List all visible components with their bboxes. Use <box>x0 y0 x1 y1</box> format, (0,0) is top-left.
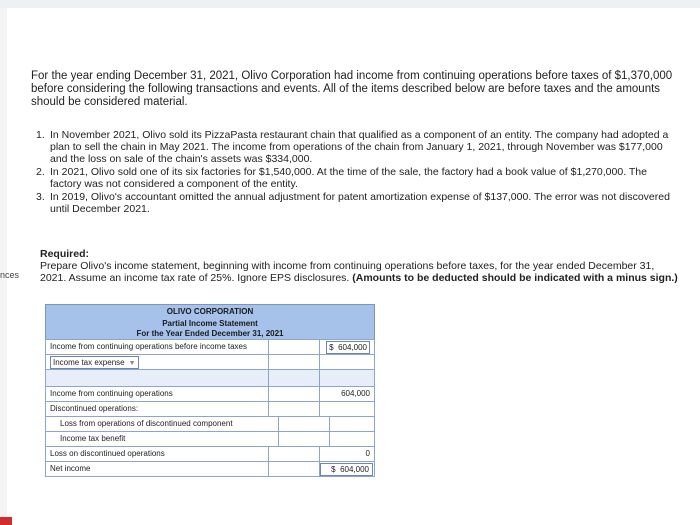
table-row <box>45 355 375 370</box>
table-row <box>45 402 375 417</box>
row-label[interactable]: Income from continuing operations before income taxes <box>46 340 269 354</box>
middle-cell[interactable] <box>269 387 320 401</box>
statement-header <box>45 304 375 339</box>
row-label[interactable]: Discontinued operations: <box>46 402 269 416</box>
row-label[interactable]: Income from continuing operations <box>46 387 269 401</box>
amount-cell[interactable] <box>330 432 374 446</box>
required-label: Required: <box>40 248 90 260</box>
middle-cell[interactable] <box>279 432 330 446</box>
table-row <box>45 370 375 387</box>
amount-cell[interactable]: 0 <box>365 449 370 458</box>
company-name: OLIVO CORPORATION <box>166 307 254 316</box>
amount-cell[interactable] <box>320 340 374 354</box>
amount-field[interactable]: $ 604,000 <box>326 341 370 354</box>
middle-cell[interactable] <box>269 447 320 461</box>
table-row <box>45 387 375 402</box>
statement-period: For the Year Ended December 31, 2021 <box>136 329 284 338</box>
row-label[interactable] <box>46 355 269 369</box>
row-label[interactable]: Loss from operations of discontinued component <box>46 417 279 431</box>
amount-cell[interactable] <box>320 402 374 416</box>
middle-cell[interactable] <box>269 462 320 476</box>
left-nav-edge <box>0 8 7 525</box>
chevron-down-icon: ▼ <box>128 360 136 367</box>
table-row <box>45 432 375 447</box>
label-dropdown[interactable]: Income tax expense ▼ <box>50 356 139 369</box>
list-item: 1. In November 2021, Olivo sold its PizzaPasta restaurant chain that qualified as a component of an entity. The company had adopted a plan to sell the chain in May 2021. The income from operations of the chain from January 1, 2021, through November was $177,000 and the loss on sale of the chain's assets was $334,000. <box>36 129 669 165</box>
sidebar-edge-label[interactable]: nces <box>0 270 20 280</box>
problem-intro: For the year ending December 31, 2021, Olivo Corporation had income from continuing operations before taxes of $1,370,000 before considering the following transactions and events. All of the items described below are before taxes and the amounts should be considered material. <box>31 70 673 108</box>
transaction-list <box>36 129 681 216</box>
statement-title: Partial Income Statement <box>162 319 258 328</box>
amount-cell[interactable] <box>330 417 374 431</box>
middle-cell[interactable] <box>269 402 320 416</box>
required-note: (Amounts to be deducted should be indicated with a minus sign.) <box>352 272 678 284</box>
accent-marker <box>0 517 12 525</box>
net-income-field[interactable]: $ 604,000 <box>320 463 373 476</box>
row-label[interactable]: Loss on discontinued operations <box>46 447 269 461</box>
amount-cell[interactable]: 604,000 <box>341 389 370 398</box>
row-label[interactable]: Income tax benefit <box>46 432 279 446</box>
middle-cell[interactable] <box>269 340 320 354</box>
table-row <box>45 447 375 462</box>
row-label[interactable] <box>46 370 269 386</box>
list-item: 2. In 2021, Olivo sold one of its six factories for $1,540,000. At the time of the sale, the factory had a book value of $1,270,000. The factory was not considered a component of the entity. <box>36 166 647 190</box>
table-row <box>45 339 375 355</box>
top-bar <box>0 0 700 8</box>
table-row <box>45 417 375 432</box>
middle-cell[interactable] <box>269 355 320 369</box>
income-statement-table <box>45 304 375 477</box>
amount-cell[interactable] <box>320 462 377 476</box>
middle-cell[interactable] <box>279 417 330 431</box>
row-label[interactable]: Net income <box>46 462 269 476</box>
amount-cell[interactable] <box>320 355 374 369</box>
required-section <box>40 248 680 284</box>
middle-cell[interactable] <box>269 370 320 386</box>
amount-cell[interactable] <box>320 370 374 386</box>
table-row <box>45 462 375 477</box>
list-item: 3. In 2019, Olivo's accountant omitted the annual adjustment for patent amortization expense of $137,000. The error was not discovered until December 2021. <box>36 191 670 215</box>
required-text: Prepare Olivo's income statement, beginning with income from continuing operations before taxes, for the year ended December 31, 2021. Assume an income tax rate of 25%. Ignore EPS disclosures. <box>40 260 655 284</box>
